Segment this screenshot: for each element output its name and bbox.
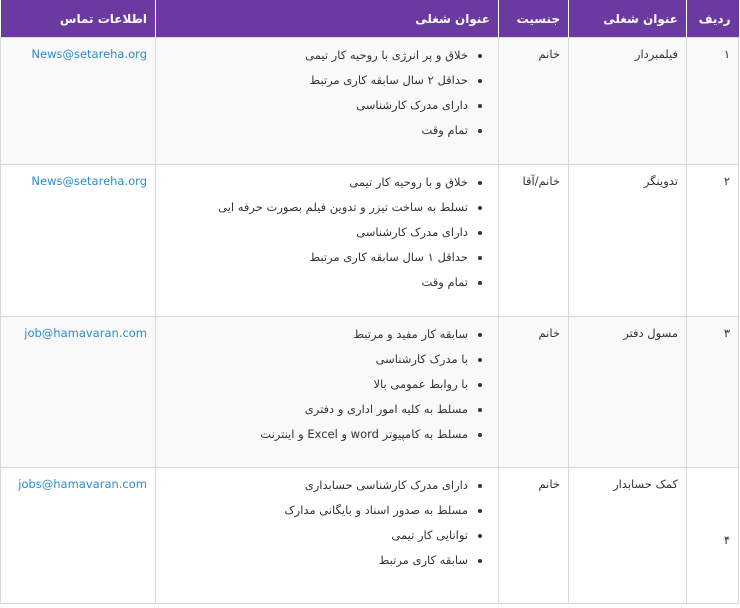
requirement-item: • حداقل ۲ سال سابقه کاری مرتبط bbox=[164, 72, 468, 89]
requirements-list bbox=[164, 47, 490, 139]
requirement-item: • حداقل ۱ سال سابقه کاری مرتبط bbox=[164, 249, 468, 266]
requirement-item: • دارای مدرک کارشناسی bbox=[164, 224, 468, 241]
gender: خانم bbox=[499, 468, 569, 604]
requirement-item: • سابقه کار مفید و مرتبط bbox=[164, 326, 468, 343]
row-number: ۱ bbox=[687, 38, 739, 165]
contact-cell bbox=[1, 468, 156, 604]
requirement-item: • دارای مدرک کارشناسی حسابداری bbox=[164, 477, 468, 494]
requirement-item: • خلاق و با روحیه کار تیمی bbox=[164, 174, 468, 191]
requirements-list bbox=[164, 326, 490, 443]
row-number: ۳ bbox=[687, 317, 739, 468]
contact-cell bbox=[1, 38, 156, 165]
requirements-cell bbox=[156, 165, 499, 317]
requirements-list bbox=[164, 477, 490, 569]
requirement-item: • با مدرک کارشناسی bbox=[164, 351, 468, 368]
requirements-cell bbox=[156, 317, 499, 468]
table-row bbox=[1, 468, 739, 604]
job-title: فیلمبردار bbox=[569, 38, 687, 165]
requirement-item: • تمام وقت bbox=[164, 122, 468, 139]
requirement-item: • تسلط به ساخت تیزر و تدوین فیلم بصورت حرفه ایی bbox=[164, 199, 468, 216]
header-gender: جنسیت bbox=[499, 0, 569, 38]
table-row bbox=[1, 165, 739, 317]
requirement-item: • سابقه کاری مرتبط bbox=[164, 552, 468, 569]
requirement-item: • دارای مدرک کارشناسی bbox=[164, 97, 468, 114]
row-number: ۴ bbox=[687, 468, 739, 604]
job-title: مسول دفتر bbox=[569, 317, 687, 468]
contact-cell bbox=[1, 165, 156, 317]
gender: خانم bbox=[499, 317, 569, 468]
contact-email-link[interactable]: News@setareha.org bbox=[31, 47, 147, 61]
header-contact: اطلاعات تماس bbox=[1, 0, 156, 38]
contact-email-link[interactable]: job@hamavaran.com bbox=[24, 326, 147, 340]
row-number: ۲ bbox=[687, 165, 739, 317]
requirements-cell bbox=[156, 468, 499, 604]
gender: خانم/آقا bbox=[499, 165, 569, 317]
requirement-item: • مسلط به صدور اسناد و بایگانی مدارک bbox=[164, 502, 468, 519]
job-title: کمک حسابدار bbox=[569, 468, 687, 604]
header-requirements: عنوان شغلی bbox=[156, 0, 499, 38]
table-row bbox=[1, 317, 739, 468]
header-job-title: عنوان شغلی bbox=[569, 0, 687, 38]
requirements-list bbox=[164, 174, 490, 291]
header-row-number: ردیف bbox=[687, 0, 739, 38]
contact-email-link[interactable]: jobs@hamavaran.com bbox=[18, 477, 147, 491]
gender: خانم bbox=[499, 38, 569, 165]
requirement-item: • مسلط به کلیه امور اداری و دفتری bbox=[164, 401, 468, 418]
requirement-item: • مسلط به کامپیوتر word و Excel و اینترنت bbox=[164, 426, 468, 443]
requirement-item: • با روابط عمومی بالا bbox=[164, 376, 468, 393]
requirement-item: • خلاق و پر انرژی با روحیه کار تیمی bbox=[164, 47, 468, 64]
requirement-item: • توانایی کار تیمی bbox=[164, 527, 468, 544]
requirements-cell bbox=[156, 38, 499, 165]
contact-cell bbox=[1, 317, 156, 468]
contact-email-link[interactable]: News@setareha.org bbox=[31, 174, 147, 188]
job-title: تدوینگر bbox=[569, 165, 687, 317]
table-row bbox=[1, 38, 739, 165]
requirement-item: • تمام وقت bbox=[164, 274, 468, 291]
header-row bbox=[1, 0, 739, 38]
